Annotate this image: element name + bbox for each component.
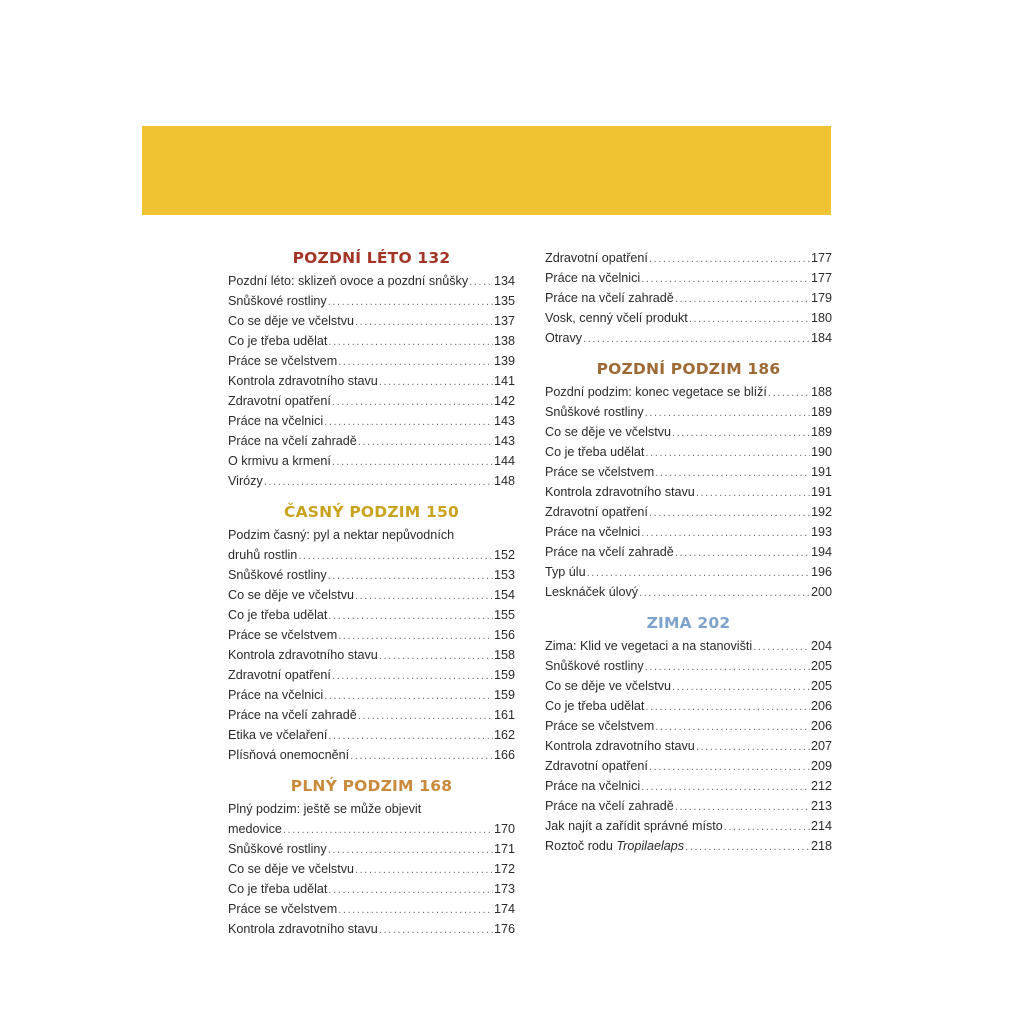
toc-entry[interactable] (545, 656, 832, 676)
toc-entry-page: 205 (810, 679, 832, 693)
toc-entry[interactable] (228, 899, 515, 919)
toc-entry-page: 191 (810, 465, 832, 479)
toc-entry-page: 190 (810, 445, 832, 459)
toc-entry[interactable] (545, 422, 832, 442)
toc-entry-page: 179 (810, 291, 832, 305)
toc-entry[interactable] (228, 705, 515, 725)
dot-leader (328, 880, 493, 900)
section-heading-zima[interactable]: ZIMA 202 (646, 614, 731, 632)
toc-entry[interactable] (228, 645, 515, 665)
toc-entry-title: Plísňová onemocnění (228, 748, 350, 762)
toc-entry-page: 206 (810, 699, 832, 713)
toc-entry-title: Kontrola zdravotního stavu (228, 374, 378, 388)
dot-leader (649, 249, 810, 269)
toc-entry[interactable] (545, 462, 832, 482)
toc-entry[interactable] (545, 756, 832, 776)
toc-entry-title: Co se děje ve včelstvu (228, 862, 354, 876)
toc-entry[interactable] (228, 371, 515, 391)
section-gap (228, 765, 515, 773)
toc-entry-title: Práce na včelnici (545, 525, 641, 539)
toc-entry-title: Zdravotní opatření (228, 668, 331, 682)
toc-entry-title: Zima: Klid ve vegetaci a na stanovišti (545, 639, 753, 653)
toc-entry-title: Kontrola zdravotního stavu (545, 739, 695, 753)
toc-entry-page: 153 (493, 568, 515, 582)
section-heading-pozdni-podzim[interactable]: POZDNÍ PODZIM 186 (596, 360, 781, 378)
dot-leader (469, 272, 493, 292)
toc-entry[interactable] (545, 562, 832, 582)
dot-leader (675, 797, 810, 817)
dot-leader (645, 657, 810, 677)
toc-entry[interactable] (228, 859, 515, 879)
toc-entry-title: Zdravotní opatření (545, 759, 648, 773)
dot-leader (641, 777, 810, 797)
toc-entry-page: 205 (810, 659, 832, 673)
section-heading-plny-podzim[interactable]: PLNÝ PODZIM 168 (290, 777, 453, 795)
toc-entry-title: Etika ve včelaření (228, 728, 328, 742)
dot-leader (324, 686, 493, 706)
dot-leader (689, 309, 810, 329)
dot-leader (696, 737, 810, 757)
toc-entry[interactable] (228, 585, 515, 605)
dot-leader (332, 452, 493, 472)
toc-entry-page: 212 (810, 779, 832, 793)
toc-entry-title: Práce na včelnici (545, 779, 641, 793)
toc-entry-page: 173 (493, 882, 515, 896)
toc-entry-title: Práce na včelí zahradě (228, 708, 357, 722)
toc-entry[interactable] (228, 839, 515, 859)
dot-leader (583, 329, 810, 349)
toc-entry-title: Práce na včelnici (545, 271, 641, 285)
toc-entry-page: 137 (493, 314, 515, 328)
toc-entry-title: Práce na včelnici (228, 688, 324, 702)
toc-entry[interactable] (545, 382, 832, 402)
dot-leader (283, 820, 493, 840)
dot-leader (338, 352, 493, 372)
dot-leader (328, 292, 493, 312)
toc-entry-page: 177 (810, 251, 832, 265)
toc-entry-page: 155 (493, 608, 515, 622)
dot-leader (328, 726, 493, 746)
dot-leader (324, 412, 493, 432)
dot-leader (379, 646, 493, 666)
dot-leader (724, 817, 810, 837)
toc-entry-page: 213 (810, 799, 832, 813)
toc-column-right (545, 248, 832, 856)
toc-entry-page: 159 (493, 668, 515, 682)
toc-entry-page: 209 (810, 759, 832, 773)
dot-leader (641, 523, 810, 543)
section-gap (228, 491, 515, 499)
dot-leader (655, 717, 810, 737)
toc-entry[interactable] (228, 351, 515, 371)
toc-entry[interactable] (545, 542, 832, 562)
toc-entry-page: 200 (810, 585, 832, 599)
toc-entry-title: Práce se včelstvem (545, 719, 655, 733)
toc-entry[interactable] (228, 919, 515, 939)
toc-entry-title: Co se děje ve včelstvu (545, 425, 671, 439)
toc-entry-page: 141 (493, 374, 515, 388)
dot-leader (649, 757, 810, 777)
toc-entry[interactable] (545, 776, 832, 796)
toc-entry-page: 148 (493, 474, 515, 488)
toc-entry-page: 204 (810, 639, 832, 653)
toc-entry-page: 196 (810, 565, 832, 579)
toc-entry[interactable] (228, 799, 515, 839)
toc-entry-title: Kontrola zdravotního stavu (545, 485, 695, 499)
toc-entry-title: medovice (228, 822, 282, 836)
toc-entry-page: 189 (810, 405, 832, 419)
toc-entry-title-part: Roztoč rodu (545, 839, 617, 853)
toc-entry-title-line1: Plný podzim: ještě se může objevit (228, 802, 422, 816)
toc-entry-page: 214 (810, 819, 832, 833)
toc-entry[interactable] (545, 796, 832, 816)
toc-entry-page: 139 (493, 354, 515, 368)
toc-entry-page: 143 (493, 414, 515, 428)
dot-leader (672, 677, 810, 697)
toc-entry-title: Lesknáček úlový (545, 585, 639, 599)
toc-entry-page: 135 (493, 294, 515, 308)
toc-entry[interactable] (545, 482, 832, 502)
toc-entry[interactable] (545, 582, 832, 602)
dot-leader (338, 626, 493, 646)
dot-leader (675, 289, 810, 309)
toc-entry[interactable] (228, 525, 515, 565)
toc-entry-title: Otravy (545, 331, 583, 345)
toc-entry-page: 159 (493, 688, 515, 702)
dot-leader (649, 503, 810, 523)
toc-entry-title: Virózy (228, 474, 263, 488)
toc-entry[interactable] (545, 402, 832, 422)
dot-leader (379, 920, 493, 940)
toc-entry[interactable] (545, 442, 832, 462)
toc-section-casny-podzim (228, 525, 515, 765)
toc-entry-title-line1: Podzim časný: pyl a nektar nepůvodních (228, 528, 455, 542)
toc-entry-page: 192 (810, 505, 832, 519)
toc-entry-title: Snůškové rostliny (545, 405, 644, 419)
dot-leader (645, 697, 810, 717)
dot-leader (328, 566, 493, 586)
toc-entry-page: 144 (493, 454, 515, 468)
toc-entry-title: Co je třeba udělat (228, 882, 328, 896)
dot-leader (675, 543, 810, 563)
toc-entry-title: Zdravotní opatření (545, 251, 648, 265)
toc-entry-page: 194 (810, 545, 832, 559)
toc-section-pozdni-leto (228, 271, 515, 491)
toc-entry[interactable] (228, 665, 515, 685)
toc-entry[interactable] (545, 502, 832, 522)
toc-entry-title: Co se děje ve včelstvu (228, 588, 354, 602)
toc-entry-page: 176 (493, 922, 515, 936)
section-gap (545, 602, 832, 610)
toc-entry-page: 184 (810, 331, 832, 345)
dot-leader (655, 463, 810, 483)
header-banner (142, 126, 831, 215)
toc-section-plny-podzim (228, 799, 515, 939)
toc-entry-page: 189 (810, 425, 832, 439)
toc-entry-page: 154 (493, 588, 515, 602)
section-gap (545, 348, 832, 356)
toc-entry[interactable] (228, 291, 515, 311)
toc-entry-page: 193 (810, 525, 832, 539)
toc-entry-page: 171 (493, 842, 515, 856)
toc-entry[interactable] (228, 411, 515, 431)
toc-entry-title: Snůškové rostliny (545, 659, 644, 673)
toc-entry-page: 166 (493, 748, 515, 762)
dot-leader (332, 666, 493, 686)
dot-leader (358, 706, 493, 726)
toc-entry-page: 161 (493, 708, 515, 722)
toc-entry-title: Pozdní léto: sklizeň ovoce a pozdní snůšky (228, 274, 469, 288)
toc-entry-title: Co je třeba udělat (545, 699, 645, 713)
dot-leader (587, 563, 810, 583)
toc-entry-title: Zdravotní opatření (228, 394, 331, 408)
toc-entry[interactable] (545, 716, 832, 736)
toc-entry[interactable] (545, 288, 832, 308)
toc-entry-page: 174 (493, 902, 515, 916)
toc-entry-title: Práce na včelnici (228, 414, 324, 428)
toc-entry[interactable] (545, 522, 832, 542)
toc-entry-title: Práce na včelí zahradě (545, 799, 674, 813)
toc-entry[interactable] (228, 451, 515, 471)
toc-entry[interactable] (228, 565, 515, 585)
toc-entry-page: 134 (493, 274, 515, 288)
toc-entry-title (545, 836, 684, 856)
toc-entry-title: O krmivu a krmení (228, 454, 331, 468)
dot-leader (645, 443, 810, 463)
toc-entry[interactable] (228, 605, 515, 625)
toc-entry[interactable] (228, 311, 515, 331)
toc-entry[interactable] (545, 816, 832, 836)
toc-entry-title: Co je třeba udělat (228, 334, 328, 348)
toc-entry-page: 177 (810, 271, 832, 285)
toc-entry-title: Kontrola zdravotního stavu (228, 648, 378, 662)
toc-entry-page: 188 (810, 385, 832, 399)
toc-entry-page: 138 (493, 334, 515, 348)
toc-entry-title: Práce se včelstvem (228, 902, 338, 916)
toc-entry[interactable] (228, 391, 515, 411)
dot-leader (350, 746, 493, 766)
toc-entry-title: Práce se včelstvem (545, 465, 655, 479)
toc-entry-title: Snůškové rostliny (228, 294, 327, 308)
dot-leader (355, 312, 493, 332)
toc-entry-title: Práce se včelstvem (228, 354, 338, 368)
toc-entry-page: 191 (810, 485, 832, 499)
toc-entry[interactable] (545, 696, 832, 716)
toc-section-plny-podzim-continued (545, 248, 832, 348)
toc-entry[interactable] (228, 431, 515, 451)
toc-entry-title-italic: Tropilaelaps (616, 839, 685, 853)
toc-entry-title: druhů rostlin (228, 548, 298, 562)
toc-entry-title: Jak najít a zařídit správné místo (545, 819, 723, 833)
toc-entry-title: Co se děje ve včelstvu (545, 679, 671, 693)
toc-entry[interactable] (228, 331, 515, 351)
toc-section-zima (545, 636, 832, 856)
toc-entry-page: 180 (810, 311, 832, 325)
toc-entry[interactable] (228, 471, 515, 491)
toc-entry[interactable] (545, 836, 832, 856)
toc-entry[interactable] (228, 271, 515, 291)
toc-entry[interactable] (545, 328, 832, 348)
toc-entry-page: 207 (810, 739, 832, 753)
dot-leader (298, 546, 493, 566)
dot-leader (358, 432, 493, 452)
toc-entry[interactable] (545, 636, 832, 656)
dot-leader (338, 900, 493, 920)
section-heading-pozdni-leto[interactable]: POZDNÍ LÉTO 132 (292, 249, 451, 267)
toc-entry[interactable] (228, 685, 515, 705)
dot-leader (332, 392, 493, 412)
toc-entry[interactable] (545, 248, 832, 268)
toc-entry-page: 170 (493, 822, 515, 836)
toc-entry[interactable] (545, 308, 832, 328)
dot-leader (672, 423, 810, 443)
toc-entry-page: 152 (493, 548, 515, 562)
toc-entry[interactable] (545, 268, 832, 288)
toc-entry-title: Práce na včelí zahradě (545, 545, 674, 559)
toc-entry[interactable] (545, 736, 832, 756)
toc-entry-page: 206 (810, 719, 832, 733)
dot-leader (641, 269, 810, 289)
toc-entry-title: Práce se včelstvem (228, 628, 338, 642)
dot-leader (685, 837, 810, 857)
toc-entry-title: Snůškové rostliny (228, 842, 327, 856)
toc-entry-page: 172 (493, 862, 515, 876)
toc-entry-title: Snůškové rostliny (228, 568, 327, 582)
toc-entry-title: Co je třeba udělat (228, 608, 328, 622)
toc-entry-page: 156 (493, 628, 515, 642)
dot-leader (379, 372, 493, 392)
toc-entry-title: Kontrola zdravotního stavu (228, 922, 378, 936)
dot-leader (328, 840, 493, 860)
toc-entry-page: 142 (493, 394, 515, 408)
toc-entry[interactable] (228, 725, 515, 745)
toc-entry-title: Pozdní podzim: konec vegetace se blíží (545, 385, 767, 399)
section-heading-casny-podzim[interactable]: ČASNÝ PODZIM 150 (284, 503, 459, 521)
toc-entry-title: Práce na včelí zahradě (228, 434, 357, 448)
dot-leader (753, 637, 810, 657)
toc-entry[interactable] (228, 879, 515, 899)
dot-leader (696, 483, 810, 503)
toc-entry-page: 158 (493, 648, 515, 662)
toc-section-pozdni-podzim (545, 382, 832, 602)
toc-entry-title: Co je třeba udělat (545, 445, 645, 459)
dot-leader (328, 606, 493, 626)
dot-leader (328, 332, 493, 352)
toc-entry-title: Co se děje ve včelstvu (228, 314, 354, 328)
toc-entry[interactable] (228, 625, 515, 645)
dot-leader (639, 583, 810, 603)
toc-entry-page: 218 (810, 839, 832, 853)
toc-entry-page: 162 (493, 728, 515, 742)
toc-entry[interactable] (545, 676, 832, 696)
dot-leader (355, 586, 493, 606)
toc-column-left (228, 245, 515, 939)
toc-entry-title: Vosk, cenný včelí produkt (545, 311, 688, 325)
toc-entry[interactable] (228, 745, 515, 765)
dot-leader (264, 472, 493, 492)
toc-entry-title: Typ úlu (545, 565, 586, 579)
toc-entry-title: Zdravotní opatření (545, 505, 648, 519)
dot-leader (768, 383, 810, 403)
dot-leader (355, 860, 493, 880)
dot-leader (645, 403, 810, 423)
toc-entry-title: Práce na včelí zahradě (545, 291, 674, 305)
toc-entry-page: 143 (493, 434, 515, 448)
